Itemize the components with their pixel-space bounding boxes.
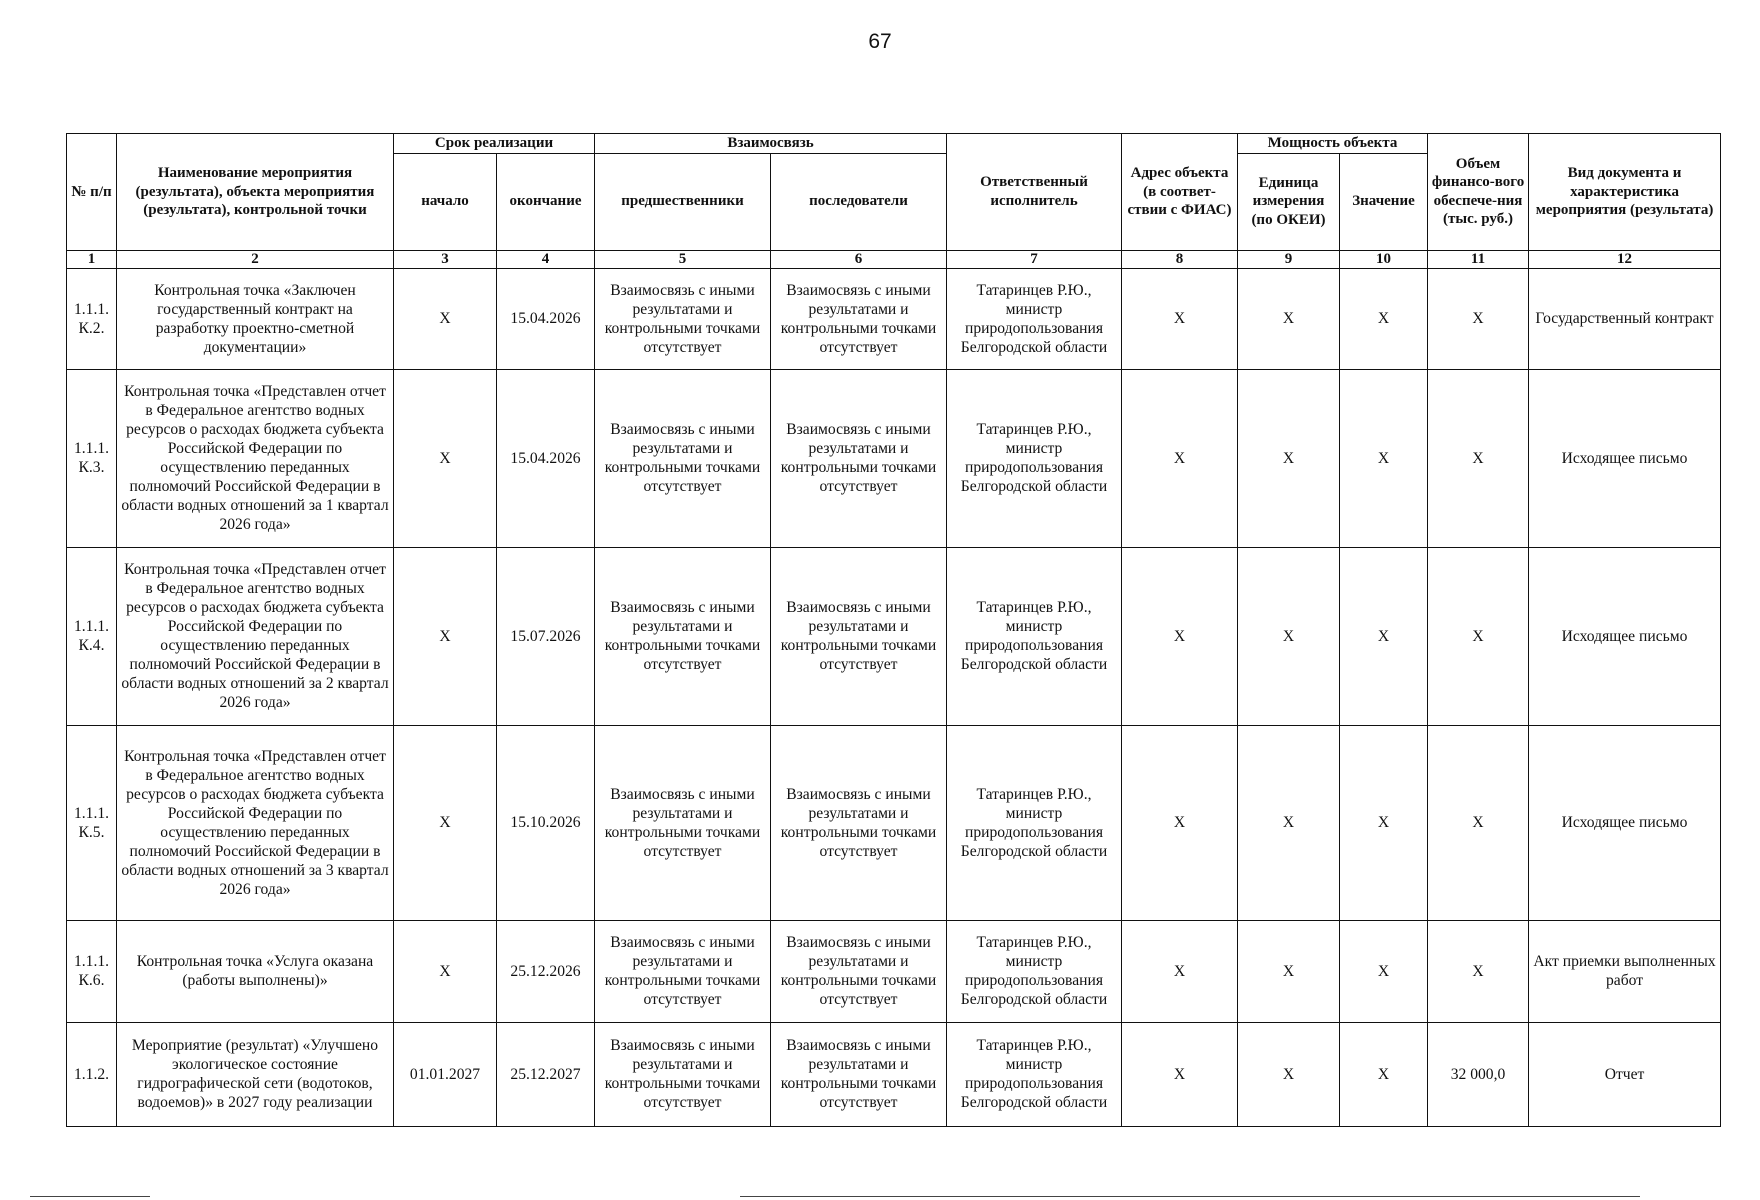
row-doc: Исходящее письмо: [1529, 369, 1721, 547]
row-succ: Взаимосвязь с иными результатами и контрольными точками отсутствует: [771, 725, 947, 920]
row-doc: Исходящее письмо: [1529, 547, 1721, 725]
column-number: 3: [394, 250, 497, 268]
row-finance: X: [1428, 725, 1529, 920]
row-doc: Исходящее письмо: [1529, 725, 1721, 920]
row-name: Контрольная точка «Представлен отчет в Федеральное агентство водных ресурсов о расходах бюджета субъекта Российской Федерации по осуществлению переданных полномочий Российской Федерации в области водных отношений за 3 квартал 2026 года»: [117, 725, 394, 920]
row-unit: X: [1238, 725, 1340, 920]
header-responsible: Ответственный исполнитель: [947, 134, 1122, 251]
row-value: X: [1340, 547, 1428, 725]
row-pred: Взаимосвязь с иными результатами и контрольными точками отсутствует: [595, 268, 771, 369]
row-pred: Взаимосвязь с иными результатами и контрольными точками отсутствует: [595, 369, 771, 547]
row-start: 01.01.2027: [394, 1022, 497, 1126]
header-name: Наименование мероприятия (результата), объекта мероприятия (результата), контрольной точки: [117, 134, 394, 251]
divider: [30, 1196, 150, 1197]
header-link-pred: предшественники: [595, 153, 771, 250]
row-responsible: Татаринцев Р.Ю., министр природопользования Белгородской области: [947, 268, 1122, 369]
column-number: 10: [1340, 250, 1428, 268]
row-address: X: [1122, 547, 1238, 725]
row-address: X: [1122, 725, 1238, 920]
column-number: 11: [1428, 250, 1529, 268]
row-end: 25.12.2027: [497, 1022, 595, 1126]
header-period-start: начало: [394, 153, 497, 250]
row-end: 15.10.2026: [497, 725, 595, 920]
row-finance: X: [1428, 268, 1529, 369]
row-address: X: [1122, 268, 1238, 369]
row-name: Контрольная точка «Заключен государственный контракт на разработку проектно-сметной документации»: [117, 268, 394, 369]
row-num: 1.1.2.: [67, 1022, 117, 1126]
plan-table: [66, 133, 1721, 1127]
row-end: 25.12.2026: [497, 920, 595, 1022]
row-address: X: [1122, 1022, 1238, 1126]
header-address: Адрес объекта (в соответ-ствии с ФИАС): [1122, 134, 1238, 251]
row-pred: Взаимосвязь с иными результатами и контрольными точками отсутствует: [595, 547, 771, 725]
row-value: X: [1340, 920, 1428, 1022]
row-address: X: [1122, 369, 1238, 547]
row-unit: X: [1238, 920, 1340, 1022]
page-number: 67: [868, 30, 892, 53]
column-number: 12: [1529, 250, 1721, 268]
column-number: 7: [947, 250, 1122, 268]
row-num: 1.1.1. К.6.: [67, 920, 117, 1022]
row-num: 1.1.1. К.2.: [67, 268, 117, 369]
table-row: [67, 920, 1721, 1022]
row-doc: Акт приемки выполненных работ: [1529, 920, 1721, 1022]
row-responsible: Татаринцев Р.Ю., министр природопользования Белгородской области: [947, 920, 1122, 1022]
row-pred: Взаимосвязь с иными результатами и контрольными точками отсутствует: [595, 920, 771, 1022]
header-num: № п/п: [67, 134, 117, 251]
row-num: 1.1.1. К.5.: [67, 725, 117, 920]
column-number: 2: [117, 250, 394, 268]
row-start: X: [394, 547, 497, 725]
row-responsible: Татаринцев Р.Ю., министр природопользования Белгородской области: [947, 1022, 1122, 1126]
divider: [740, 1196, 1640, 1197]
row-doc: Отчет: [1529, 1022, 1721, 1126]
header-period-group: Срок реализации: [394, 134, 595, 154]
header-doc-type: Вид документа и характеристика мероприятия (результата): [1529, 134, 1721, 251]
row-succ: Взаимосвязь с иными результатами и контрольными точками отсутствует: [771, 369, 947, 547]
row-name: Контрольная точка «Представлен отчет в Федеральное агентство водных ресурсов о расходах бюджета субъекта Российской Федерации по осуществлению переданных полномочий Российской Федерации в области водных отношений за 2 квартал 2026 года»: [117, 547, 394, 725]
table-row: [67, 369, 1721, 547]
row-start: X: [394, 268, 497, 369]
row-finance: X: [1428, 369, 1529, 547]
row-unit: X: [1238, 1022, 1340, 1126]
column-numbers-row: [67, 250, 1721, 268]
row-unit: X: [1238, 268, 1340, 369]
row-succ: Взаимосвязь с иными результатами и контрольными точками отсутствует: [771, 1022, 947, 1126]
row-responsible: Татаринцев Р.Ю., министр природопользования Белгородской области: [947, 725, 1122, 920]
row-unit: X: [1238, 547, 1340, 725]
table-row: [67, 547, 1721, 725]
table-row: [67, 725, 1721, 920]
header-link-succ: последователи: [771, 153, 947, 250]
row-start: X: [394, 920, 497, 1022]
column-number: 6: [771, 250, 947, 268]
row-succ: Взаимосвязь с иными результатами и контрольными точками отсутствует: [771, 920, 947, 1022]
row-start: X: [394, 369, 497, 547]
column-number: 8: [1122, 250, 1238, 268]
row-end: 15.04.2026: [497, 268, 595, 369]
table-row: [67, 268, 1721, 369]
header-link-group: Взаимосвязь: [595, 134, 947, 154]
row-finance: 32 000,0: [1428, 1022, 1529, 1126]
row-num: 1.1.1. К.3.: [67, 369, 117, 547]
column-number: 9: [1238, 250, 1340, 268]
column-number: 5: [595, 250, 771, 268]
header-finance: Объем финансо-вого обеспече-ния (тыс. руб.): [1428, 134, 1529, 251]
row-value: X: [1340, 369, 1428, 547]
header-capacity-value: Значение: [1340, 153, 1428, 250]
row-value: X: [1340, 1022, 1428, 1126]
row-responsible: Татаринцев Р.Ю., министр природопользования Белгородской области: [947, 547, 1122, 725]
row-responsible: Татаринцев Р.Ю., министр природопользования Белгородской области: [947, 369, 1122, 547]
row-name: Контрольная точка «Представлен отчет в Федеральное агентство водных ресурсов о расходах бюджета субъекта Российской Федерации по осуществлению переданных полномочий Российской Федерации в области водных отношений за 1 квартал 2026 года»: [117, 369, 394, 547]
row-start: X: [394, 725, 497, 920]
row-end: 15.04.2026: [497, 369, 595, 547]
row-name: Мероприятие (результат) «Улучшено экологическое состояние гидрографической сети (водотоков, водоемов)» в 2027 году реализации: [117, 1022, 394, 1126]
table-body: [67, 268, 1721, 1126]
row-name: Контрольная точка «Услуга оказана (работы выполнены)»: [117, 920, 394, 1022]
row-finance: X: [1428, 920, 1529, 1022]
row-end: 15.07.2026: [497, 547, 595, 725]
row-succ: Взаимосвязь с иными результатами и контрольными точками отсутствует: [771, 268, 947, 369]
row-num: 1.1.1. К.4.: [67, 547, 117, 725]
row-finance: X: [1428, 547, 1529, 725]
table-header: [67, 134, 1721, 269]
row-value: X: [1340, 725, 1428, 920]
column-number: 1: [67, 250, 117, 268]
row-succ: Взаимосвязь с иными результатами и контрольными точками отсутствует: [771, 547, 947, 725]
row-pred: Взаимосвязь с иными результатами и контрольными точками отсутствует: [595, 725, 771, 920]
header-capacity-unit: Единица измерения (по ОКЕИ): [1238, 153, 1340, 250]
row-address: X: [1122, 920, 1238, 1022]
row-unit: X: [1238, 369, 1340, 547]
row-pred: Взаимосвязь с иными результатами и контрольными точками отсутствует: [595, 1022, 771, 1126]
header-period-end: окончание: [497, 153, 595, 250]
table-row: [67, 1022, 1721, 1126]
header-capacity-group: Мощность объекта: [1238, 134, 1428, 154]
column-number: 4: [497, 250, 595, 268]
row-value: X: [1340, 268, 1428, 369]
row-doc: Государственный контракт: [1529, 268, 1721, 369]
